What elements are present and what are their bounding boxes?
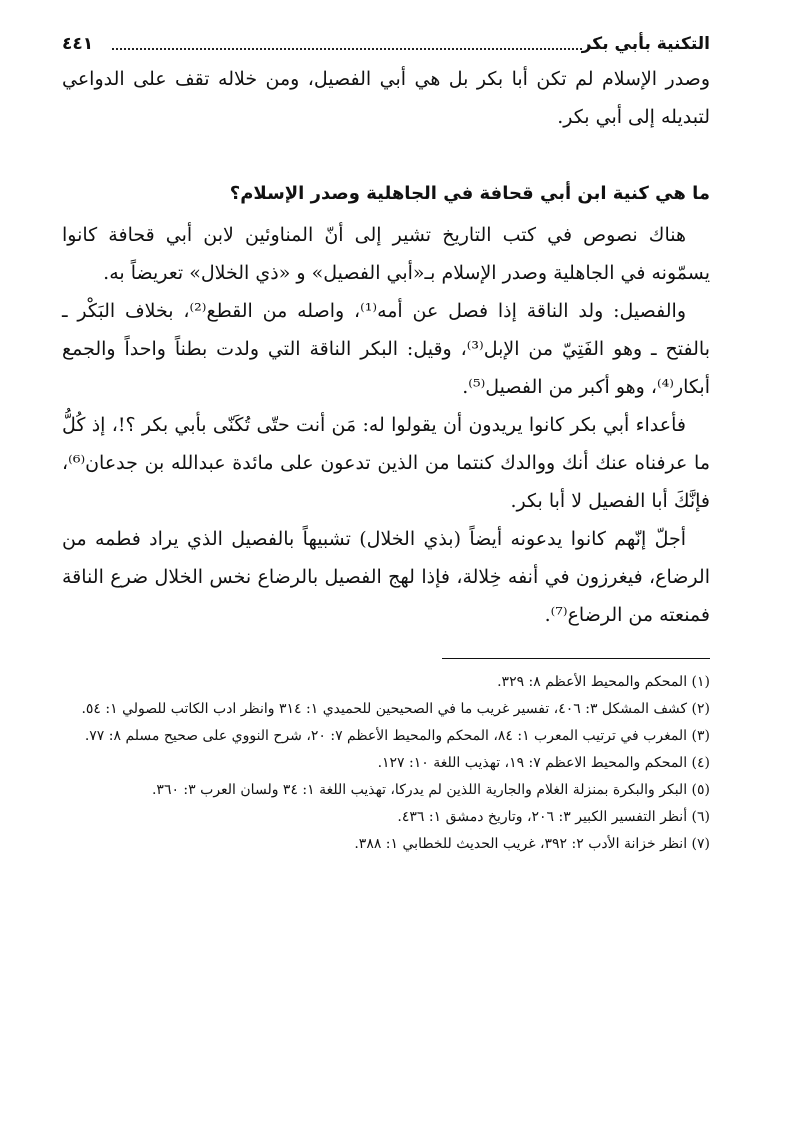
footnote: (٧) انظر خزانة الأدب ٢: ٣٩٢، غريب الحديث للخطابي ١: ٣٨٨.	[354, 836, 710, 852]
footnote: (٣) المغرب في ترتيب المعرب ١: ٨٤، المحكم والمحيط الأعظم ٧: ٢٠، شرح النووي على صحيح مسلم ٨: ٧٧.	[84, 728, 710, 744]
section-heading: ما هي كنية ابن أبي قحافة في الجاهلية وصدر الإسلام؟	[229, 183, 710, 204]
page-number: ٤٤١	[62, 34, 94, 54]
dotted-leader	[112, 48, 582, 50]
footnotes-list	[62, 669, 710, 858]
body-text	[62, 60, 710, 634]
footnote: (١) المحكم والمحيط الأعظم ٨: ٣٢٩.	[497, 674, 710, 690]
paragraph: أجلّ إنّهم كانوا يدعونه أيضاً (بذي الخلال) تشبيهاً بالفصيل الذي يراد فطمه من الرضاع، فيغرزون في أنفه خِلالة، فإذا لهج الفصيل بالرضاع نخس الخلال ضرع الناقة فمنعته من الرضاع⁽⁷⁾.	[62, 528, 710, 626]
footnote: (٢) كشف المشكل ٣: ٤٠٦، تفسير غريب ما في الصحيحين للحميدي ١: ٣١٤ وانظر ادب الكاتب للصولي ١: ٥٤.	[81, 701, 710, 717]
paragraph: والفصيل: ولد الناقة إذا فصل عن أمه⁽¹⁾، واصله من القطع⁽²⁾، بخلاف البَكْر ـ بالفتح ـ وهو الفَتِيّ من الإبل⁽³⁾، وقيل: البكر الناقة التي ولدت بطناً واحداً والجمع أبكار⁽⁴⁾، وهو أكبر من الفصيل⁽⁵⁾.	[62, 300, 710, 398]
running-title: التكنية بأبي بكر	[581, 34, 710, 54]
footnote: (٥) البكر والبكرة بمنزلة الغلام والجارية اللذين لم يدركا، تهذيب اللغة ١: ٣٤ ولسان العرب ٣: ٣٦٠.	[151, 782, 710, 798]
book-page	[62, 30, 710, 858]
paragraph-continuation: وصدر الإسلام لم تكن أبا بكر بل هي أبي الفصيل، ومن خلاله تقف على الدواعي لتبديله إلى أبي بكر.	[62, 68, 710, 128]
paragraph: فأعداء أبي بكر كانوا يريدون أن يقولوا له: مَن أنت حتّى تُكَنّى بأبي بكر ؟!، إذ كُلُّ ما عرفناه عنك أنك ووالدك كنتما من الذين تدعون على مائدة عبدالله بن جدعان⁽⁶⁾، فإنَّكَ أبا الفصيل لا أبا بكر.	[62, 414, 710, 512]
paragraph: هناك نصوص في كتب التاريخ تشير إلى أنّ المناوئين لابن أبي قحافة كانوا يسمّونه في الجاهلية وصدر الإسلام بـ«أبي الفصيل» و «ذي الخلال» تعريضاً به.	[62, 224, 710, 284]
footnote: (٤) المحكم والمحيط الاعظم ٧: ١٩، تهذيب اللغة ١٠: ١٢٧.	[377, 755, 710, 771]
running-header	[62, 30, 710, 60]
footnote-divider	[442, 658, 710, 659]
footnote: (٦) أنظر التفسير الكبير ٣: ٢٠٦، وتاريخ دمشق ١: ٤٣٦.	[397, 809, 710, 825]
